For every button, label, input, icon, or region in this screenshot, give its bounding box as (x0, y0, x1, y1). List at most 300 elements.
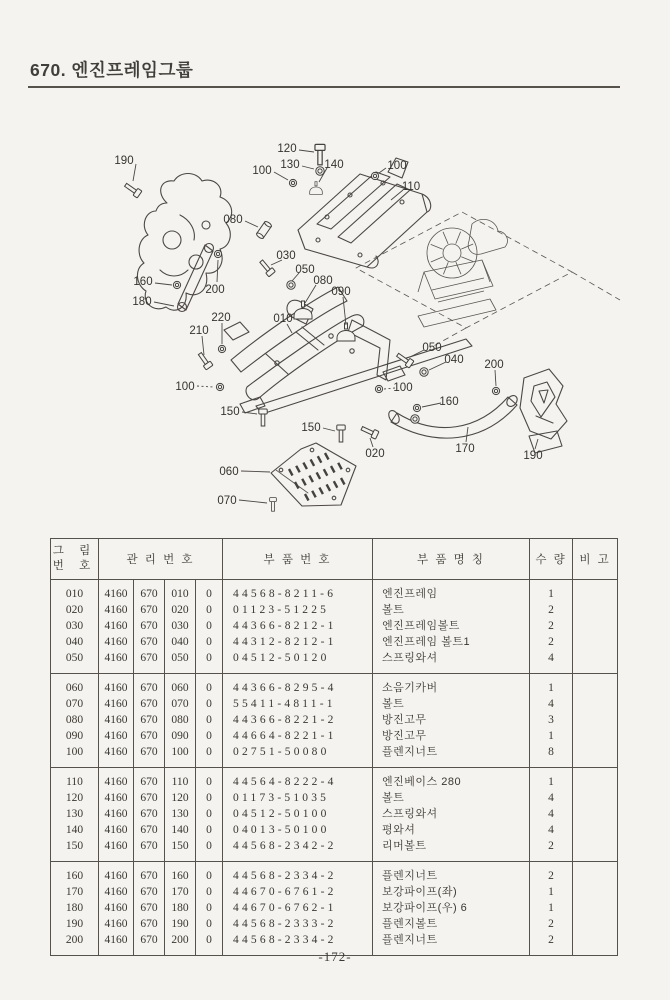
cell-name: 플렌지볼트 (373, 916, 530, 932)
cell-remarks (573, 768, 618, 791)
cell-m3: 200 (165, 932, 196, 956)
callout-leader (274, 172, 288, 180)
nut-icon (375, 385, 382, 392)
table-row (51, 822, 618, 838)
cell-part_no: 44366-8212-1 (223, 618, 373, 634)
cell-m4: 0 (196, 932, 223, 956)
cell-m3: 130 (165, 806, 196, 822)
cell-name: 엔진프레임 (373, 580, 530, 603)
table-row (51, 634, 618, 650)
nut-icon (492, 387, 499, 394)
cover-plate-slots (289, 453, 345, 501)
cell-m3: 030 (165, 618, 196, 634)
cell-name: 평와셔 (373, 822, 530, 838)
cell-remarks (573, 744, 618, 768)
cell-fig: 070 (51, 696, 99, 712)
cell-m2: 670 (134, 932, 165, 956)
cell-fig: 040 (51, 634, 99, 650)
cell-m2: 670 (134, 768, 165, 791)
cell-m4: 0 (196, 838, 223, 862)
callout-label: 070 (217, 495, 237, 507)
cell-part_no: 01173-51035 (223, 790, 373, 806)
callout-leader (239, 500, 267, 503)
header-part-name: 부 품 명 칭 (373, 539, 530, 580)
cell-fig: 030 (51, 618, 99, 634)
cell-name: 방진고무 (373, 712, 530, 728)
cell-qty: 3 (530, 712, 573, 728)
plate-slot (289, 469, 293, 476)
cell-name: 플렌지너트 (373, 744, 530, 768)
cell-name: 스프링와셔 (373, 806, 530, 822)
callout-leader (197, 386, 214, 387)
cell-m3: 140 (165, 822, 196, 838)
callout-label: 170 (455, 443, 475, 455)
cell-fig: 100 (51, 744, 99, 768)
callout-label: 140 (324, 159, 344, 171)
cell-m3: 010 (165, 580, 196, 603)
callout-label: 080 (223, 214, 243, 226)
cell-m2: 670 (134, 634, 165, 650)
parts-table (50, 538, 618, 956)
plate-slot (319, 488, 323, 495)
cell-fig: 190 (51, 916, 99, 932)
fan-spoke (443, 262, 448, 274)
fan-spoke (443, 232, 448, 244)
table-row (51, 696, 618, 712)
plate-slot (338, 463, 342, 470)
fan-spoke (431, 244, 443, 249)
cell-m3: 160 (165, 862, 196, 885)
plate-slot (341, 478, 345, 485)
cell-m1: 4160 (99, 790, 134, 806)
table-header (51, 539, 618, 580)
bolt-icon (360, 424, 379, 439)
link-rod-drawing (178, 244, 214, 312)
table-row (51, 806, 618, 822)
bolt-icon (123, 181, 142, 198)
cell-m4: 0 (196, 916, 223, 932)
callout-label: 100 (393, 382, 413, 394)
table-row (51, 650, 618, 674)
cell-m3: 110 (165, 768, 196, 791)
cell-m1: 4160 (99, 674, 134, 697)
cell-m3: 190 (165, 916, 196, 932)
cell-qty: 2 (530, 932, 573, 956)
cell-m2: 670 (134, 744, 165, 768)
callout-label: 200 (205, 284, 225, 296)
cell-m3: 020 (165, 602, 196, 618)
cell-m4: 0 (196, 650, 223, 674)
table-group (51, 768, 618, 862)
plate-slot (325, 453, 329, 460)
callout-label: 060 (219, 466, 239, 478)
table-row (51, 884, 618, 900)
cell-m4: 0 (196, 900, 223, 916)
cell-fig: 090 (51, 728, 99, 744)
cell-remarks (573, 806, 618, 822)
cell-remarks (573, 900, 618, 916)
callout-label: 010 (273, 313, 293, 325)
cell-m1: 4160 (99, 602, 134, 618)
diagram-callouts (114, 143, 542, 507)
callout-label: 050 (422, 342, 442, 354)
cell-m1: 4160 (99, 916, 134, 932)
cell-remarks (573, 712, 618, 728)
bolt-icon (258, 258, 275, 276)
cell-name: 플렌지너트 (373, 862, 530, 885)
callout-leader (299, 150, 314, 152)
plate-slot (334, 481, 338, 488)
cell-name: 볼트 (373, 696, 530, 712)
cell-fig: 200 (51, 932, 99, 956)
plate-slot (305, 494, 309, 501)
cell-m3: 070 (165, 696, 196, 712)
plate-slot (318, 456, 322, 463)
cell-m3: 040 (165, 634, 196, 650)
cell-part_no: 55411-4811-1 (223, 696, 373, 712)
callout-label: 120 (277, 143, 297, 155)
callout-leader (217, 260, 218, 282)
callout-leader (370, 438, 373, 447)
cell-m3: 060 (165, 674, 196, 697)
cell-remarks (573, 618, 618, 634)
cell-m3: 180 (165, 900, 196, 916)
cyl-icon (256, 220, 273, 239)
callout-leader (379, 168, 386, 173)
table-row (51, 768, 618, 791)
cell-m2: 670 (134, 696, 165, 712)
engine-fan-spokes (431, 232, 474, 275)
cell-qty: 1 (530, 728, 573, 744)
cell-qty: 4 (530, 696, 573, 712)
table-row (51, 790, 618, 806)
cell-remarks (573, 650, 618, 674)
washer-icon (420, 368, 428, 376)
cell-name: 엔진프레임볼트 (373, 618, 530, 634)
callout-label: 090 (331, 286, 351, 298)
cell-m2: 670 (134, 900, 165, 916)
cell-fig: 050 (51, 650, 99, 674)
cell-part_no: 44568-8211-6 (223, 580, 373, 603)
cell-m1: 4160 (99, 900, 134, 916)
cell-m1: 4160 (99, 650, 134, 674)
cell-name: 볼트 (373, 602, 530, 618)
callout-label: 200 (484, 359, 504, 371)
cell-m3: 050 (165, 650, 196, 674)
callout-label: 110 (401, 181, 421, 193)
cell-remarks (573, 884, 618, 900)
cell-m4: 0 (196, 580, 223, 603)
table-row (51, 712, 618, 728)
bolt-icon (337, 425, 345, 442)
cell-fig: 120 (51, 790, 99, 806)
cell-remarks (573, 838, 618, 862)
callout-leader (302, 166, 314, 169)
plate-slot (296, 466, 300, 473)
cell-m2: 670 (134, 916, 165, 932)
header-mgmt-no: 관 리 번 호 (99, 539, 223, 580)
washer-icon (287, 281, 295, 289)
fan-spoke (461, 244, 473, 249)
cell-remarks (573, 674, 618, 697)
cell-m1: 4160 (99, 806, 134, 822)
cell-fig: 020 (51, 602, 99, 618)
cell-m1: 4160 (99, 634, 134, 650)
cell-fig: 160 (51, 862, 99, 885)
cell-fig: 140 (51, 822, 99, 838)
callout-label: 080 (313, 275, 333, 287)
cell-remarks (573, 822, 618, 838)
plate-slot (324, 469, 328, 476)
callout-label: 020 (365, 448, 385, 460)
cell-m1: 4160 (99, 838, 134, 862)
cell-m1: 4160 (99, 712, 134, 728)
cell-part_no: 44366-8221-2 (223, 712, 373, 728)
callout-label: 160 (439, 396, 459, 408)
callout-leader (202, 336, 204, 355)
cell-m2: 670 (134, 884, 165, 900)
plate-slot (327, 484, 331, 491)
callout-label: 190 (523, 450, 543, 462)
nut-icon (371, 172, 378, 179)
cell-m2: 670 (134, 650, 165, 674)
callout-leader (287, 324, 292, 333)
cell-m1: 4160 (99, 884, 134, 900)
cell-qty: 8 (530, 744, 573, 768)
cell-part_no: 44568-2334-2 (223, 862, 373, 885)
fan-spoke (456, 262, 461, 274)
plate-slot (311, 459, 315, 466)
header-part-no: 부 품 번 호 (223, 539, 373, 580)
callout-label: 130 (280, 159, 300, 171)
cell-part_no: 44568-2334-2 (223, 932, 373, 956)
cell-m4: 0 (196, 862, 223, 885)
cell-qty: 4 (530, 822, 573, 838)
cell-part_no: 44564-8222-4 (223, 768, 373, 791)
cell-m3: 120 (165, 790, 196, 806)
nut-icon (216, 383, 223, 390)
callout-label: 150 (301, 422, 321, 434)
callout-label: 030 (276, 250, 296, 262)
cell-qty: 1 (530, 580, 573, 603)
cell-m2: 670 (134, 822, 165, 838)
table-group (51, 674, 618, 768)
cell-m1: 4160 (99, 862, 134, 885)
cell-name: 방진고무 (373, 728, 530, 744)
cell-fig: 130 (51, 806, 99, 822)
nut-icon (214, 250, 221, 257)
table-row (51, 618, 618, 634)
cell-m4: 0 (196, 696, 223, 712)
cell-m2: 670 (134, 674, 165, 697)
plate-slot (295, 482, 299, 489)
page-number: -172- (318, 949, 352, 964)
engine-outline-drawing (356, 212, 620, 348)
callout-leader (495, 370, 496, 386)
cell-m4: 0 (196, 712, 223, 728)
cell-fig: 060 (51, 674, 99, 697)
cell-part_no: 04512-50100 (223, 806, 373, 822)
table-row (51, 838, 618, 862)
cell-part_no: 44568-2333-2 (223, 916, 373, 932)
table-group (51, 580, 618, 674)
callout-leader (242, 412, 257, 414)
cell-remarks (573, 602, 618, 618)
cell-m2: 670 (134, 712, 165, 728)
callout-label: 040 (444, 354, 464, 366)
cell-name: 스프링와셔 (373, 650, 530, 674)
cell-fig: 110 (51, 768, 99, 791)
dome-icon (310, 182, 323, 195)
parts-diagram (0, 120, 670, 520)
cell-m4: 0 (196, 674, 223, 697)
plate-slot (331, 466, 335, 473)
cell-m1: 4160 (99, 822, 134, 838)
callout-label: 100 (175, 381, 195, 393)
cell-qty: 2 (530, 862, 573, 885)
cell-fig: 080 (51, 712, 99, 728)
fan-spoke (431, 257, 443, 262)
cell-m4: 0 (196, 744, 223, 768)
cell-m4: 0 (196, 822, 223, 838)
cell-part_no: 04512-50120 (223, 650, 373, 674)
cell-m4: 0 (196, 618, 223, 634)
table-row (51, 916, 618, 932)
cell-name: 보강파이프(우) 6 (373, 900, 530, 916)
cell-part_no: 04013-50100 (223, 822, 373, 838)
cell-qty: 2 (530, 634, 573, 650)
callout-leader (245, 221, 258, 227)
callout-leader (154, 302, 174, 306)
cell-name: 보강파이프(좌) (373, 884, 530, 900)
nut-icon (413, 404, 420, 411)
cell-remarks (573, 916, 618, 932)
cell-m1: 4160 (99, 618, 134, 634)
callout-leader (422, 403, 441, 407)
plate-slot (317, 472, 321, 479)
cell-fig: 170 (51, 884, 99, 900)
muffler-cover-plate-drawing (271, 443, 356, 506)
cell-m4: 0 (196, 728, 223, 744)
cell-m2: 670 (134, 580, 165, 603)
cell-name: 엔진베이스 280 (373, 768, 530, 791)
cell-name: 플렌지너트 (373, 932, 530, 956)
cell-qty: 2 (530, 916, 573, 932)
cell-part_no: 44664-8221-1 (223, 728, 373, 744)
cell-qty: 4 (530, 650, 573, 674)
cell-remarks (573, 790, 618, 806)
plate-slot (312, 491, 316, 498)
cell-qty: 1 (530, 674, 573, 697)
cell-m4: 0 (196, 768, 223, 791)
page-title: 670. 엔진프레임그룹 (30, 60, 194, 80)
callout-label: 100 (387, 160, 407, 172)
bolt-icon (270, 498, 277, 512)
cell-qty: 2 (530, 838, 573, 862)
washer-icon (411, 415, 419, 423)
right-bracket-casting-drawing (520, 369, 567, 453)
cell-m3: 080 (165, 712, 196, 728)
callout-label: 160 (133, 276, 153, 288)
cell-name: 리머볼트 (373, 838, 530, 862)
cell-part_no: 44366-8295-4 (223, 674, 373, 697)
callout-leader (466, 427, 468, 442)
cell-m4: 0 (196, 806, 223, 822)
plate-slot (303, 463, 307, 470)
nut-icon (218, 345, 225, 352)
fan-spoke (461, 257, 473, 262)
cell-name: 엔진프레임 볼트1 (373, 634, 530, 650)
cell-part_no: 44670-6761-2 (223, 884, 373, 900)
cell-remarks (573, 634, 618, 650)
table-row (51, 862, 618, 885)
cell-qty: 2 (530, 618, 573, 634)
table-row (51, 900, 618, 916)
cell-m1: 4160 (99, 696, 134, 712)
cell-qty: 1 (530, 884, 573, 900)
cell-qty: 2 (530, 602, 573, 618)
nut-icon (289, 179, 296, 186)
cell-m1: 4160 (99, 728, 134, 744)
cell-remarks (573, 580, 618, 603)
cell-m4: 0 (196, 790, 223, 806)
plate-slot (309, 476, 313, 483)
cell-m4: 0 (196, 602, 223, 618)
cell-m1: 4160 (99, 932, 134, 956)
cell-m3: 090 (165, 728, 196, 744)
cell-remarks (573, 696, 618, 712)
cell-m1: 4160 (99, 580, 134, 603)
callout-label: 050 (295, 264, 315, 276)
cell-fig: 010 (51, 580, 99, 603)
cell-part_no: 44312-8212-1 (223, 634, 373, 650)
callout-label: 180 (132, 296, 152, 308)
table-row (51, 602, 618, 618)
cell-qty: 4 (530, 806, 573, 822)
bolt-icon (259, 409, 267, 426)
cell-qty: 4 (530, 790, 573, 806)
callout-label: 220 (211, 312, 231, 324)
cell-name: 볼트 (373, 790, 530, 806)
cell-remarks (573, 728, 618, 744)
callout-label: 210 (189, 325, 209, 337)
cell-remarks (573, 862, 618, 885)
nut-icon (173, 281, 180, 288)
cell-m2: 670 (134, 602, 165, 618)
table-group (51, 862, 618, 956)
fastener-glyphs (123, 144, 499, 511)
washer-icon (316, 167, 324, 175)
header-fig-no (51, 539, 99, 580)
fan-spoke (456, 232, 461, 244)
callout-leader (241, 471, 270, 472)
table-row (51, 728, 618, 744)
cell-m2: 670 (134, 790, 165, 806)
cell-m3: 150 (165, 838, 196, 862)
header-remarks: 비 고 (573, 539, 618, 580)
callout-label: 100 (252, 165, 272, 177)
cell-fig: 150 (51, 838, 99, 862)
cell-qty: 1 (530, 768, 573, 791)
bolt-icon (395, 351, 414, 368)
cell-part_no: 44670-6762-1 (223, 900, 373, 916)
callout-leader (155, 283, 172, 285)
cell-m2: 670 (134, 728, 165, 744)
cell-m2: 670 (134, 838, 165, 862)
table-row (51, 744, 618, 768)
header-fig-no-line1: 그 림 (52, 545, 97, 557)
callout-leader (323, 428, 335, 431)
